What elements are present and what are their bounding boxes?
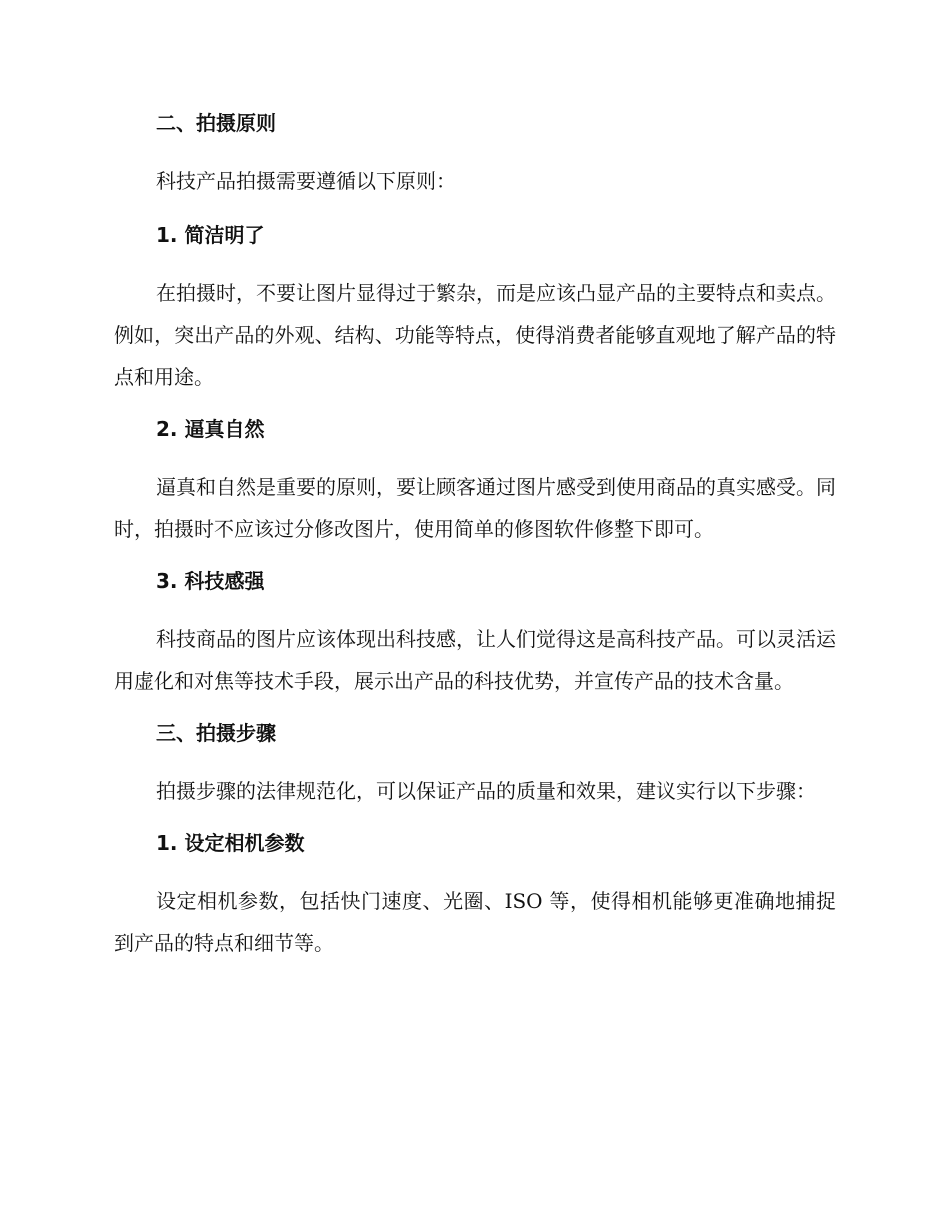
intro-principles-paragraph: 科技产品拍摄需要遵循以下原则： <box>156 169 456 193</box>
section-heading-steps: 三、拍摄步骤 <box>156 721 276 745</box>
step-1-paragraph: 设定相机参数，包括快门速度、光圈、ISO 等，使得相机能够更准确地捕捉到产品的特点和细节等。 <box>114 889 836 955</box>
document-body <box>114 108 836 980</box>
section-heading-principles: 二、拍摄原则 <box>156 111 276 135</box>
principle-3-paragraph: 科技商品的图片应该体现出科技感，让人们觉得这是高科技产品。可以灵活运用虚化和对焦等技术手段，展示出产品的科技优势，并宣传产品的技术含量。 <box>114 627 836 693</box>
principle-1-heading: 1. 简洁明了 <box>156 223 265 247</box>
principle-2-heading: 2. 逼真自然 <box>156 417 265 441</box>
principle-2-paragraph: 逼真和自然是重要的原则，要让顾客通过图片感受到使用商品的真实感受。同时，拍摄时不应该过分修改图片，使用简单的修图软件修整下即可。 <box>114 475 836 541</box>
principle-3-heading: 3. 科技感强 <box>156 569 265 593</box>
principle-1-paragraph: 在拍摄时，不要让图片显得过于繁杂，而是应该凸显产品的主要特点和卖点。例如，突出产品的外观、结构、功能等特点，使得消费者能够直观地了解产品的特点和用途。 <box>114 281 836 389</box>
step-1-heading: 1. 设定相机参数 <box>156 831 305 855</box>
intro-steps-paragraph: 拍摄步骤的法律规范化，可以保证产品的质量和效果，建议实行以下步骤： <box>156 779 816 803</box>
